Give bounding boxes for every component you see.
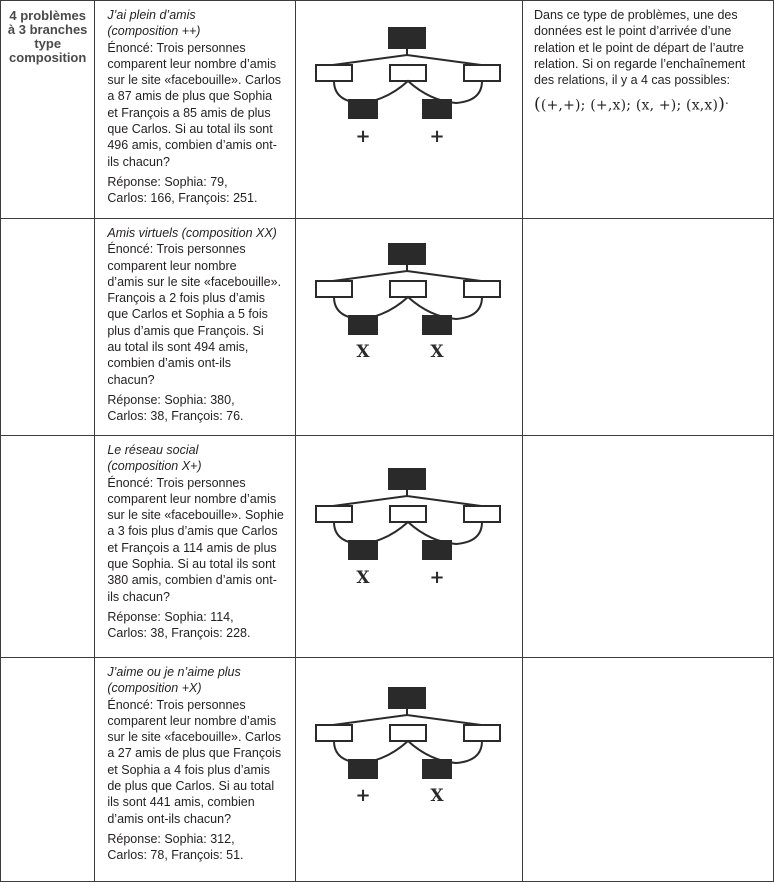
answer-line: Réponse: Sophia: 79, xyxy=(107,174,228,189)
problem-text-cell xyxy=(95,219,296,436)
problem-row xyxy=(1,436,774,658)
statement-line: comparent leur nombre d’amis xyxy=(107,56,277,71)
category-line: composition xyxy=(9,50,87,65)
relation-box xyxy=(422,759,452,779)
statement-line: d’amis ont-ils chacun? xyxy=(107,811,232,826)
empty-cell xyxy=(1,436,95,658)
statement-line: 380 amis, combien d’amis ont- xyxy=(107,573,277,588)
value-box xyxy=(390,506,426,522)
total-box xyxy=(388,468,426,490)
statement-line: Énoncé: Trois personnes xyxy=(107,475,246,490)
value-box xyxy=(390,725,426,741)
category-label xyxy=(1,1,94,65)
relation-op-label: X xyxy=(430,786,444,806)
problem-statement xyxy=(107,241,289,388)
statement-line: sur le site «facebouille». Sophie xyxy=(107,508,284,523)
problem-statement xyxy=(107,40,289,170)
problem-title xyxy=(107,7,289,40)
cases-formula xyxy=(534,92,763,114)
relation-op-label: X xyxy=(356,568,370,588)
formula-body: (+,+); (+,x); (x, +); (x,x) xyxy=(540,98,719,115)
relation-op-label: X xyxy=(356,342,370,362)
statement-line: et Sophia a 4 fois plus d’amis xyxy=(107,762,270,777)
category-line: 4 problèmes xyxy=(9,8,86,23)
answer-line: Réponse: Sophia: 380, xyxy=(107,392,235,407)
problem-text-cell xyxy=(95,436,296,658)
tree-diagram xyxy=(308,241,508,371)
relation-op-label: X xyxy=(430,342,444,362)
relation-box xyxy=(348,759,378,779)
statement-line: 496 amis, combien d’amis ont- xyxy=(107,138,277,153)
statement-line: a 27 amis de plus que François xyxy=(107,746,282,761)
relation-box xyxy=(348,315,378,335)
statement-line: que Carlos et Sophia a 5 fois xyxy=(107,307,268,322)
category-line: type xyxy=(34,36,62,51)
problem-row xyxy=(1,1,774,219)
formula-open: ( xyxy=(534,95,541,116)
title-line: (composition ++) xyxy=(107,24,201,39)
tree-diagram xyxy=(308,466,508,596)
statement-line: au total ils sont 494 amis, xyxy=(107,340,249,355)
diagram-cell xyxy=(296,219,523,436)
total-box xyxy=(388,27,426,49)
empty-cell xyxy=(523,658,774,882)
value-box xyxy=(390,281,426,297)
relation-op-label: + xyxy=(355,785,371,806)
tree-diagram xyxy=(308,25,508,155)
relation-box xyxy=(348,99,378,119)
statement-line: a 3 fois plus d’amis que Carlos xyxy=(107,524,278,539)
statement-line: combien d’amis ont-ils xyxy=(107,356,232,371)
total-box xyxy=(388,687,426,709)
problem-answer xyxy=(107,392,289,425)
statement-line: comparent leur nombre d’amis xyxy=(107,491,277,506)
relation-box xyxy=(422,540,452,560)
problem-title xyxy=(107,225,289,241)
statement-line: sur le site «facebouille». Carlos xyxy=(107,730,282,745)
problem-text-cell xyxy=(95,1,296,219)
problem-row xyxy=(1,219,774,436)
answer-line: Carlos: 166, François: 251. xyxy=(107,191,258,206)
statement-line: sur le site «facebouille». Carlos xyxy=(107,73,282,88)
total-box xyxy=(388,243,426,265)
title-line: Amis virtuels (composition XX) xyxy=(107,226,277,240)
diagram-cell xyxy=(296,436,523,658)
statement-line: comparent leur nombre d’amis xyxy=(107,713,277,728)
answer-line: Réponse: Sophia: 114, xyxy=(107,609,234,624)
relation-op-label: + xyxy=(429,567,445,588)
relation-op-label: + xyxy=(355,126,371,147)
problem-answer xyxy=(107,609,289,642)
statement-line: chacun? xyxy=(107,372,155,387)
statement-line: et François a 85 amis de plus xyxy=(107,105,271,120)
empty-cell xyxy=(1,658,95,882)
answer-line: Carlos: 38, François: 228. xyxy=(107,626,251,641)
statement-line: d’amis sur le site «facebouille». xyxy=(107,274,282,289)
statement-line: a 87 amis de plus que Sophia xyxy=(107,89,273,104)
problem-statement xyxy=(107,697,289,827)
problem-answer xyxy=(107,831,289,864)
relation-box xyxy=(348,540,378,560)
statement-line: François a 2 fois plus d’amis xyxy=(107,291,266,306)
value-box xyxy=(316,725,352,741)
empty-cell xyxy=(1,219,95,436)
statement-line: Énoncé: Trois personnes xyxy=(107,697,246,712)
statement-line: Énoncé: Trois personnes xyxy=(107,242,246,257)
relation-box xyxy=(422,315,452,335)
statement-line: comparent leur nombre xyxy=(107,258,237,273)
relation-box xyxy=(422,99,452,119)
statement-line: ils chacun? xyxy=(107,589,170,604)
statement-line: ils chacun? xyxy=(107,154,170,169)
formula-close: ) xyxy=(718,95,726,116)
title-line: J’aime ou je n’aime plus xyxy=(107,665,241,679)
statement-line: plus d’amis que François. Si xyxy=(107,323,264,338)
statement-line: que Carlos. Si au total ils sont xyxy=(107,122,273,137)
statement-line: ils sont 441 amis, combien xyxy=(107,795,255,810)
title-line: J’ai plein d’amis xyxy=(107,8,196,22)
answer-line: Carlos: 38, François: 76. xyxy=(107,409,244,424)
value-box xyxy=(464,65,500,81)
intro-note: Dans ce type de problèmes, une des données est le point d’arrivée d’une relation et le point de départ de l’autre relation. Si on regarde l’enchaînement des relations, il y a 4 cas possibles: xyxy=(534,8,746,88)
problem-text-cell xyxy=(95,658,296,882)
statement-line: de plus que Carlos. Si au total xyxy=(107,779,275,794)
statement-line: Énoncé: Trois personnes xyxy=(107,40,246,55)
problem-answer xyxy=(107,174,289,207)
title-line: Le réseau social xyxy=(107,443,199,457)
value-box xyxy=(316,506,352,522)
problem-statement xyxy=(107,475,289,605)
diagram-cell xyxy=(296,658,523,882)
value-box xyxy=(390,65,426,81)
problem-title xyxy=(107,442,289,475)
title-line: (composition +X) xyxy=(107,681,202,696)
empty-cell xyxy=(523,219,774,436)
value-box xyxy=(316,281,352,297)
value-box xyxy=(464,281,500,297)
value-box xyxy=(464,506,500,522)
diagram-cell xyxy=(296,1,523,219)
value-box xyxy=(464,725,500,741)
empty-cell xyxy=(523,436,774,658)
answer-line: Réponse: Sophia: 312, xyxy=(107,831,235,846)
statement-line: que Sophia. Si au total ils sont xyxy=(107,557,276,572)
formula-sup: . xyxy=(725,93,729,108)
statement-line: et François a 114 amis de plus xyxy=(107,540,277,555)
title-line: (composition X+) xyxy=(107,459,202,474)
category-line: à 3 branches xyxy=(7,22,88,37)
answer-line: Carlos: 78, François: 51. xyxy=(107,848,244,863)
note-cell xyxy=(523,1,774,219)
tree-diagram xyxy=(308,685,508,815)
category-cell xyxy=(1,1,95,219)
value-box xyxy=(316,65,352,81)
problem-row xyxy=(1,658,774,882)
relation-op-label: + xyxy=(429,126,445,147)
problem-title xyxy=(107,664,289,697)
